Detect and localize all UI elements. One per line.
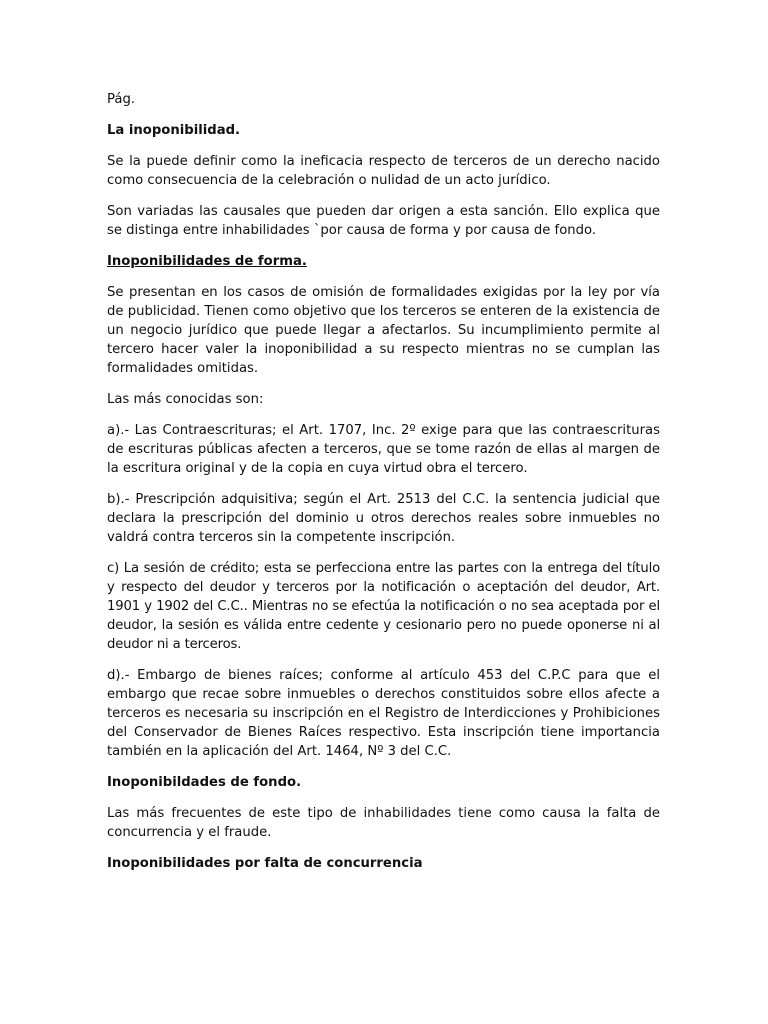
section-forma-intro: Se presentan en los casos de omisión de formalidades exigidas por la ley por vía de publicidad. Tienen como objetivo que los terceros se enteren de la existencia de un negocio jurídico que puede llegar a afectarlos. Su incumplimiento permite al tercero hacer valer la inoponibilidad a su respecto mientras no se cumplan las formalidades omitidas. (107, 285, 660, 376)
intro-paragraph-definition: Se la puede definir como la ineficacia respecto de terceros de un derecho nacido como consecuencia de la celebración o nulidad de un acto jurídico. (107, 154, 660, 188)
document-page (107, 90, 660, 885)
page-label: Pág. (107, 92, 136, 107)
intro-paragraph-causales: Son variadas las causales que pueden dar origen a esta sanción. Ello explica que se distinga entre inhabilidades `por causa de forma y por causa de fondo. (107, 204, 660, 238)
section-forma-list-intro: Las más conocidas son: (107, 392, 264, 407)
section-heading-fondo: Inoponibildades de fondo. (107, 775, 302, 790)
list-item-contraescrituras: a).- Las Contraescrituras; el Art. 1707, Inc. 2º exige para que las contraescrituras de escrituras públicas afecten a terceros, que se tome razón de ellas al margen de la escritura original y de la copia en cuya virtud obra el tercero. (107, 423, 660, 476)
section-fondo-intro: Las más frecuentes de este tipo de inhabilidades tiene como causa la falta de concurrencia y el fraude. (107, 806, 660, 840)
list-item-embargo: d).- Embargo de bienes raíces; conforme al artículo 453 del C.P.C para que el embargo que recae sobre inmuebles o derechos constituidos sobre ellos afecte a terceros es necesaria su inscripción en el Registro de Interdicciones y Prohibiciones del Conservador de Bienes Raíces respectivo. Esta inscripción tiene importancia también en la aplicación del Art. 1464, Nº 3 del C.C. (107, 668, 660, 759)
section-heading-concurrencia: Inoponibilidades por falta de concurrencia (107, 856, 423, 871)
list-item-sesion-credito: c) La sesión de crédito; esta se perfecciona entre las partes con la entrega del título y respecto del deudor y terceros por la notificación o aceptación del deudor, Art. 1901 y 1902 del C.C.. Mientras no se efectúa la notificación o no sea aceptada por el deudor, la sesión es válida entre cedente y cesionario pero no puede oponerse ni al deudor ni a terceros. (107, 561, 660, 652)
section-heading-forma: Inoponibilidades de forma. (107, 254, 307, 269)
document-title: La inoponibilidad. (107, 123, 241, 138)
list-item-prescripcion: b).- Prescripción adquisitiva; según el Art. 2513 del C.C. la sentencia judicial que declara la prescripción del dominio u otros derechos reales sobre inmuebles no valdrá contra terceros sin la competente inscripción. (107, 492, 660, 545)
